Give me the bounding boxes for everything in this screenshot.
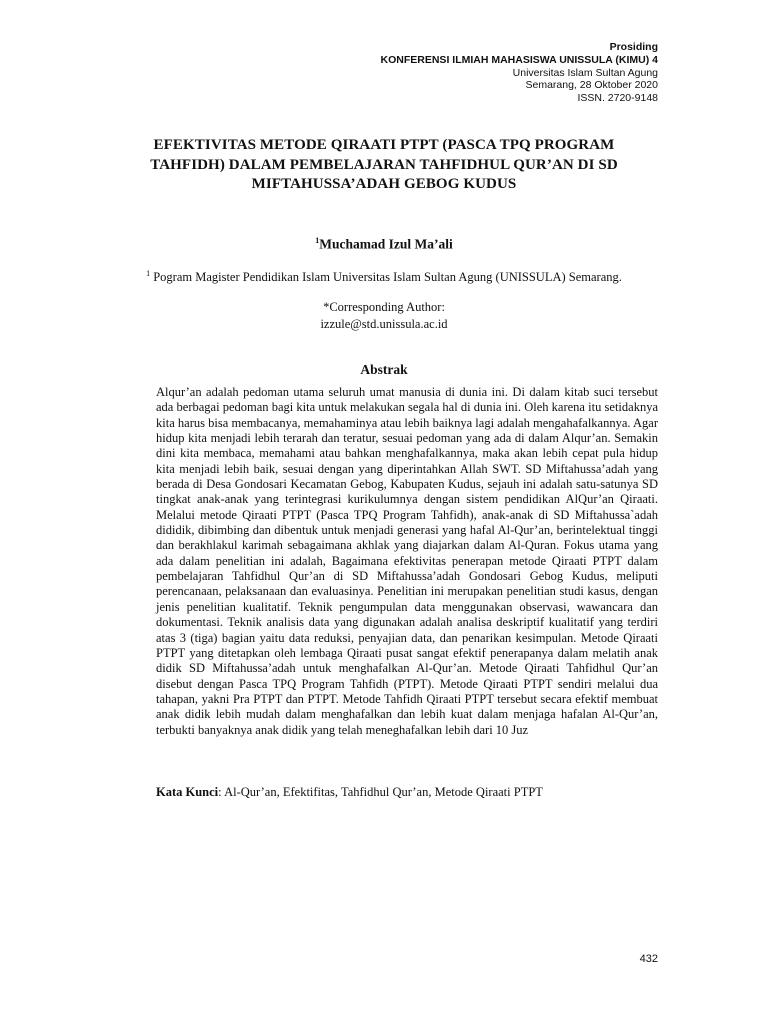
affiliation-superscript: 1 [146,269,151,278]
header-issn: ISSN. 2720-9148 [577,92,658,105]
title-line-3: MIFTAHUSSA’ADAH GEBOG KUDUS [251,176,517,192]
author-name: Muchamad Izul Ma’ali [319,236,453,252]
title-line-1: EFEKTIVITAS METODE QIRAATI PTPT (PASCA TPQ PROGRAM [153,137,615,153]
affiliation [100,269,668,285]
keywords-label: Kata Kunci [156,785,219,799]
author-superscript: 1 [315,236,320,245]
header-university: Universitas Islam Sultan Agung [512,66,658,79]
abstract-heading: Abstrak [360,362,408,377]
keywords-text: : Al-Qur’an, Efektifitas, Tahfidhul Qur’an, Metode Qiraati PTPT [218,785,543,799]
affiliation-text: Pogram Magister Pendidikan Islam Universitas Islam Sultan Agung (UNISSULA) Semarang. [153,270,622,285]
header-label: Prosiding [609,41,658,53]
page-number: 432 [639,953,658,965]
title-line-2: TAHFIDH) DALAM PEMBELAJARAN TAHFIDHUL QUR’AN DI SD [150,156,618,173]
corresponding-author [100,299,668,333]
header-place-date: Semarang, 28 Oktober 2020 [525,79,658,92]
keywords [156,785,658,800]
proceedings-header [381,41,658,105]
paper-title [100,136,668,195]
author [100,236,668,253]
header-conference: KONFERENSI ILMIAH MAHASISWA UNISSULA (KIMU) 4 [380,53,658,66]
abstract-body: Alqur’an adalah pedoman utama seluruh umat manusia di dunia ini. Di dalam kitab suci tersebut ada berbagai pedoman bagi kita untuk melakukan segala hal di dunia ini. Oleh karena itu setidaknya kita harus bisa membacanya, memahaminya atau lebih baiknya lagi adalah mengahafalkannya. Agar hidup kita menjadi lebih terarah dan teratur, sesuai pedoman yang ada di dalam Alqur’an. Semakin dini kita membaca, memahami atau bahkan menghafalkannya, maka akan lebih cepat pula hidup kita menjadi lebih baik, sesuai dengan yang diperintahkan Allah SWT. SD Miftahussa’adah yang berada di Desa Gondosari Kecamatan Gebog, Kabupaten Kudus, sejauh ini adalah satu-satunya SD tingkat anak-anak yang terintegrasi kurikulumnya dengan sistem pendidikan AlQur’an Qiraati. Melalui metode Qiraati PTPT (Pasca TPQ Program Tahfidh), anak-anak di SD Miftahussa`adah dididik, dibimbing dan dibentuk untuk menjadi generasi yang hafal Al-Qur’an, berintelektual tinggi dan berakhlakul karimah sebagaimana akhlak yang diajarkan dalam Al-Quran. Fokus utama yang ada dalam penelitian ini adalah, Bagaimana efektivitas penerapan metode Qiraati PTPT dalam pembelajaran Tahfidhul Qur’an di SD Miftahussa’adah Gondosari Gebog Kudus, meliputi perencanaan, pelaksanaan dan evaluasinya. Penelitian ini merupakan penelitian studi kasus, dengan jenis penelitian kualitatif. Teknik pengumpulan data menggunakan observasi, wawancara dan dokumentasi. Teknik analisis data yang digunakan adalah analisa deskriptif kualitatif yang terdiri atas 3 (tiga) bagian yaitu data reduksi, penyajian data, dan penarikan kesimpulan. Metode Qiraati PTPT yang ditetapkan oleh lembaga Qiraati pusat sangat efektif penerapanya dalam melatih anak didik SD Miftahussa’adah untuk menghafalkan Al-Qur’an. Metode Qiraati Tahfidhul Qur’an disebut dengan Pasca TPQ Program Tahfidh (PTPT). Metode Qiraati PTPT sendiri melalui dua tahapan, yakni Pra PTPT dan PTPT. Metode Tahfidh Qiraati PTPT tersebut secara efektif membuat anak didik lebih mudah dalam menghafalkan dan lebih kuat dalam menjaga hafalan Al-Qur’an, terbukti banyaknya anak didik yang telah meneghafalkan lebih dari 10 Juz [156,385,658,737]
corresponding-label: *Corresponding Author: [323,300,445,314]
corresponding-email: izzule@std.unissula.ac.id [320,317,448,331]
